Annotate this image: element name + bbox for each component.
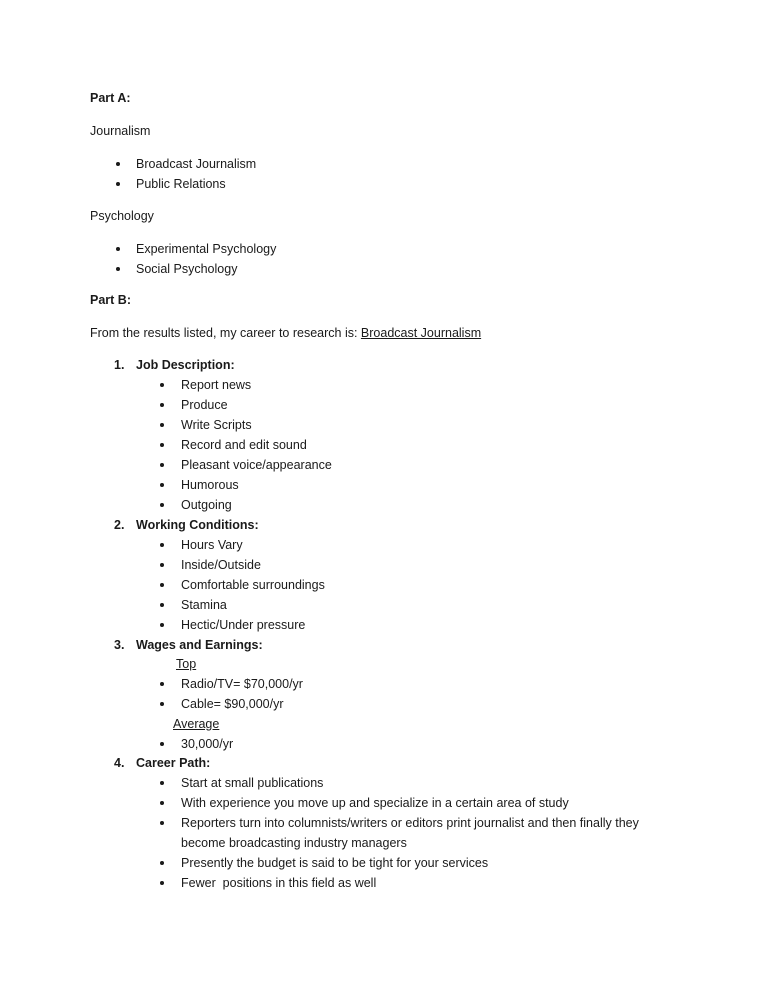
bullet-icon xyxy=(160,423,164,427)
bullet-icon xyxy=(160,583,164,587)
bullet-icon xyxy=(160,801,164,805)
section-number: 2. xyxy=(114,518,125,532)
list-item: Hours Vary xyxy=(181,538,243,552)
list-item: Social Psychology xyxy=(136,262,238,276)
bullet-icon xyxy=(160,881,164,885)
list-item: 30,000/yr xyxy=(181,737,234,751)
bullet-icon xyxy=(160,443,164,447)
list-item: Produce xyxy=(181,398,228,412)
section-number: 4. xyxy=(114,756,125,770)
bullet-icon xyxy=(160,781,164,785)
list-item: Public Relations xyxy=(136,177,226,191)
bullet-icon xyxy=(160,563,164,567)
list-item: Cable= $90,000/yr xyxy=(181,697,284,711)
list-item: Radio/TV= $70,000/yr xyxy=(181,677,303,691)
list-item: Reporters turn into columnists/writers or editors print journalist and then finally they xyxy=(181,816,639,830)
bullet-icon xyxy=(160,742,164,746)
list-item: Report news xyxy=(181,378,252,392)
section-title: Working Conditions: xyxy=(136,518,259,532)
career-intro-text: From the results listed, my career to research is: xyxy=(90,326,361,340)
bullet-icon xyxy=(160,483,164,487)
list-item: Stamina xyxy=(181,598,227,612)
list-item-continuation: become broadcasting industry managers xyxy=(181,836,407,850)
list-item: Hectic/Under pressure xyxy=(181,618,306,632)
bullet-icon xyxy=(160,383,164,387)
bullet-icon xyxy=(160,821,164,825)
list-item: Comfortable surroundings xyxy=(181,578,325,592)
section-number: 1. xyxy=(114,358,125,372)
section-title: Career Path: xyxy=(136,756,211,770)
career-intro xyxy=(90,325,481,341)
list-item: Start at small publications xyxy=(181,776,324,790)
list-item: Record and edit sound xyxy=(181,438,307,452)
bullet-icon xyxy=(116,162,120,166)
section-title: Wages and Earnings: xyxy=(136,638,263,652)
list-item: Experimental Psychology xyxy=(136,242,277,256)
bullet-icon xyxy=(160,682,164,686)
psychology-title: Psychology xyxy=(90,209,154,223)
list-item: Inside/Outside xyxy=(181,558,261,572)
bullet-icon xyxy=(160,403,164,407)
list-item: Pleasant voice/appearance xyxy=(181,458,332,472)
section-title: Job Description: xyxy=(136,358,235,372)
bullet-icon xyxy=(160,702,164,706)
bullet-icon xyxy=(160,603,164,607)
section-number: 3. xyxy=(114,638,125,652)
bullet-icon xyxy=(160,503,164,507)
bullet-icon xyxy=(160,623,164,627)
bullet-icon xyxy=(116,267,120,271)
bullet-icon xyxy=(160,463,164,467)
career-choice: Broadcast Journalism xyxy=(360,326,482,340)
average-label: Average xyxy=(173,717,220,731)
list-item: Outgoing xyxy=(181,498,232,512)
list-item: Write Scripts xyxy=(181,418,252,432)
bullet-icon xyxy=(160,861,164,865)
part-a-heading: Part A: xyxy=(90,91,131,105)
list-item: Presently the budget is said to be tight for your services xyxy=(181,856,489,870)
top-label: Top xyxy=(176,657,197,671)
list-item: Fewer positions in this field as well xyxy=(181,876,377,890)
part-b-heading: Part B: xyxy=(90,293,131,307)
journalism-title: Journalism xyxy=(90,124,151,138)
list-item: Broadcast Journalism xyxy=(136,157,257,171)
list-item: Humorous xyxy=(181,478,239,492)
bullet-icon xyxy=(116,247,120,251)
bullet-icon xyxy=(160,543,164,547)
list-item: With experience you move up and specialize in a certain area of study xyxy=(181,796,569,810)
bullet-icon xyxy=(116,182,120,186)
